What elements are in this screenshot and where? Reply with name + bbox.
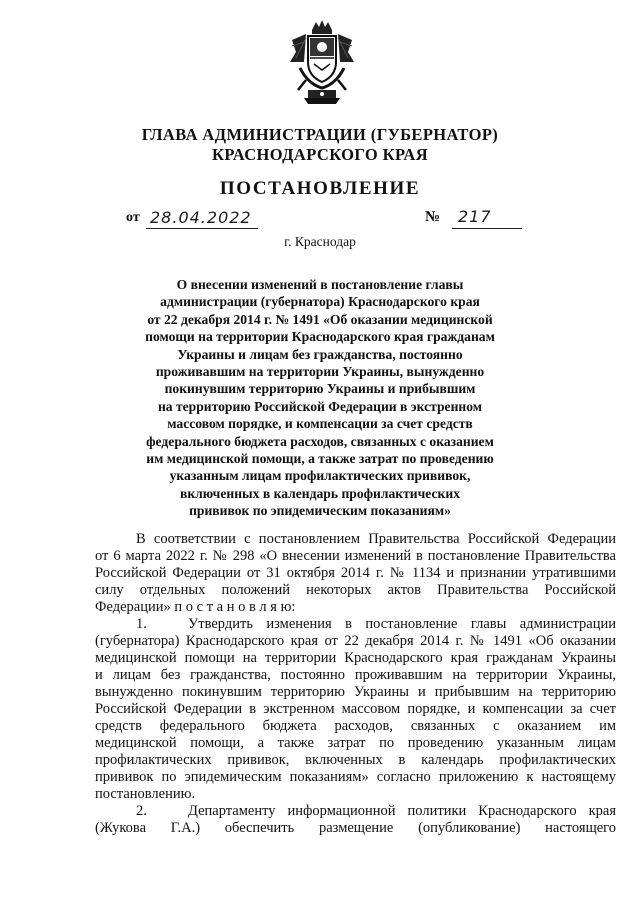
issue-city: г. Краснодар — [284, 234, 356, 249]
decree-body — [95, 531, 616, 837]
authority-title-line2: КРАСНОДАРСКОГО КРАЯ — [211, 145, 429, 164]
title-line: администрации (губернатора) Краснодарского края — [160, 294, 480, 310]
item1-line: Российской Федерации в экстренном массовом порядке, и компенсации за счет — [95, 701, 616, 717]
title-line: от 22 декабря 2014 г. № 1491 «Об оказании медицинской — [147, 311, 493, 327]
title-line: помощи на территории Краснодарского края гражданам — [145, 329, 495, 345]
item1-first-line — [95, 616, 616, 633]
item2-first-line — [95, 803, 616, 820]
title-line: Украины и лицам без гражданства, постоянно — [177, 346, 463, 362]
title-line: массовом порядке, и компенсации за счет средств — [167, 416, 473, 432]
item1-line: (губернатора) Краснодарского края от 22 декабря 2014 г. № 1491 «Об оказании — [95, 633, 616, 649]
item1-line: медицинской помощи на территории Краснодарского края гражданам Украины — [95, 650, 616, 666]
title-line: О внесении изменений в постановление главы — [176, 277, 464, 292]
item1-line: вынужденно покинувшим территорию Украины и прибывшим на территорию — [95, 684, 616, 700]
item1-line: постановлению. — [95, 786, 196, 802]
item1-number: 1. — [136, 616, 147, 632]
item1-line: профилактических прививок, включенных в календарь профилактических — [95, 752, 616, 768]
item1-line: средств федерального бюджета расходов, связанных с оказанием им — [95, 718, 616, 734]
coat-of-arms-emblem — [286, 18, 358, 110]
date-prefix: от — [126, 210, 140, 225]
preamble-line: силу отдельных положений некоторых актов Правительства Российской — [95, 582, 616, 598]
title-line: федерального бюджета расходов, связанных с оказанием — [146, 433, 494, 449]
number-prefix: № — [425, 209, 441, 225]
document-type-heading: ПОСТАНОВЛЕНИЕ — [219, 178, 421, 199]
authority-title-line1: ГЛАВА АДМИНИСТРАЦИИ (ГУБЕРНАТОР) — [141, 125, 499, 144]
title-line: им медицинской помощи, а также затрат по проведению — [146, 451, 494, 467]
preamble-line: Российской Федерации от 31 октября 2014 г. № 1134 и признании утратившими — [95, 565, 616, 581]
title-line: прививок по эпидемическим показаниям» — [189, 503, 451, 519]
preamble-line: Федерации» п о с т а н о в л я ю: — [95, 599, 296, 615]
number-underline — [452, 228, 522, 229]
title-line: покинувшим территорию Украины и прибывшим — [164, 381, 476, 397]
preamble-line: от 6 марта 2022 г. № 298 «О внесении изменений в постановление Правительства — [95, 548, 616, 564]
title-line: включенных в календарь профилактических — [180, 485, 460, 501]
handwritten-date: 28.04.2022 — [150, 208, 252, 227]
item1-line: прививок по эпидемическим показаниям» согласно приложению к настоящему — [95, 769, 616, 785]
preamble-line: В соответствии с постановлением Правительства Российской Федерации — [136, 531, 616, 547]
title-line: проживавшим на территории Украины, вынужденно — [155, 364, 485, 380]
handwritten-number: 217 — [458, 207, 492, 226]
item2-line: Департаменту информационной политики Краснодарского края — [188, 803, 616, 819]
item1-line: Утвердить изменения в постановление главы администрации — [188, 616, 616, 632]
decree-title — [130, 276, 510, 520]
item2-number: 2. — [136, 803, 147, 819]
item2-line: (Жукова Г.А.) обеспечить размещение (опубликование) настоящего — [95, 820, 616, 836]
item1-line: медицинской помощи, а также затрат по проведению указанным лицам — [95, 735, 616, 751]
title-line: на территорию Российской Федерации в экстренном — [157, 398, 483, 414]
title-line: указанным лицам профилактических прививок, — [169, 468, 471, 484]
date-underline — [146, 228, 258, 229]
item1-line: и лицам без гражданства, постоянно проживавшим на территории Украины, — [95, 667, 616, 683]
